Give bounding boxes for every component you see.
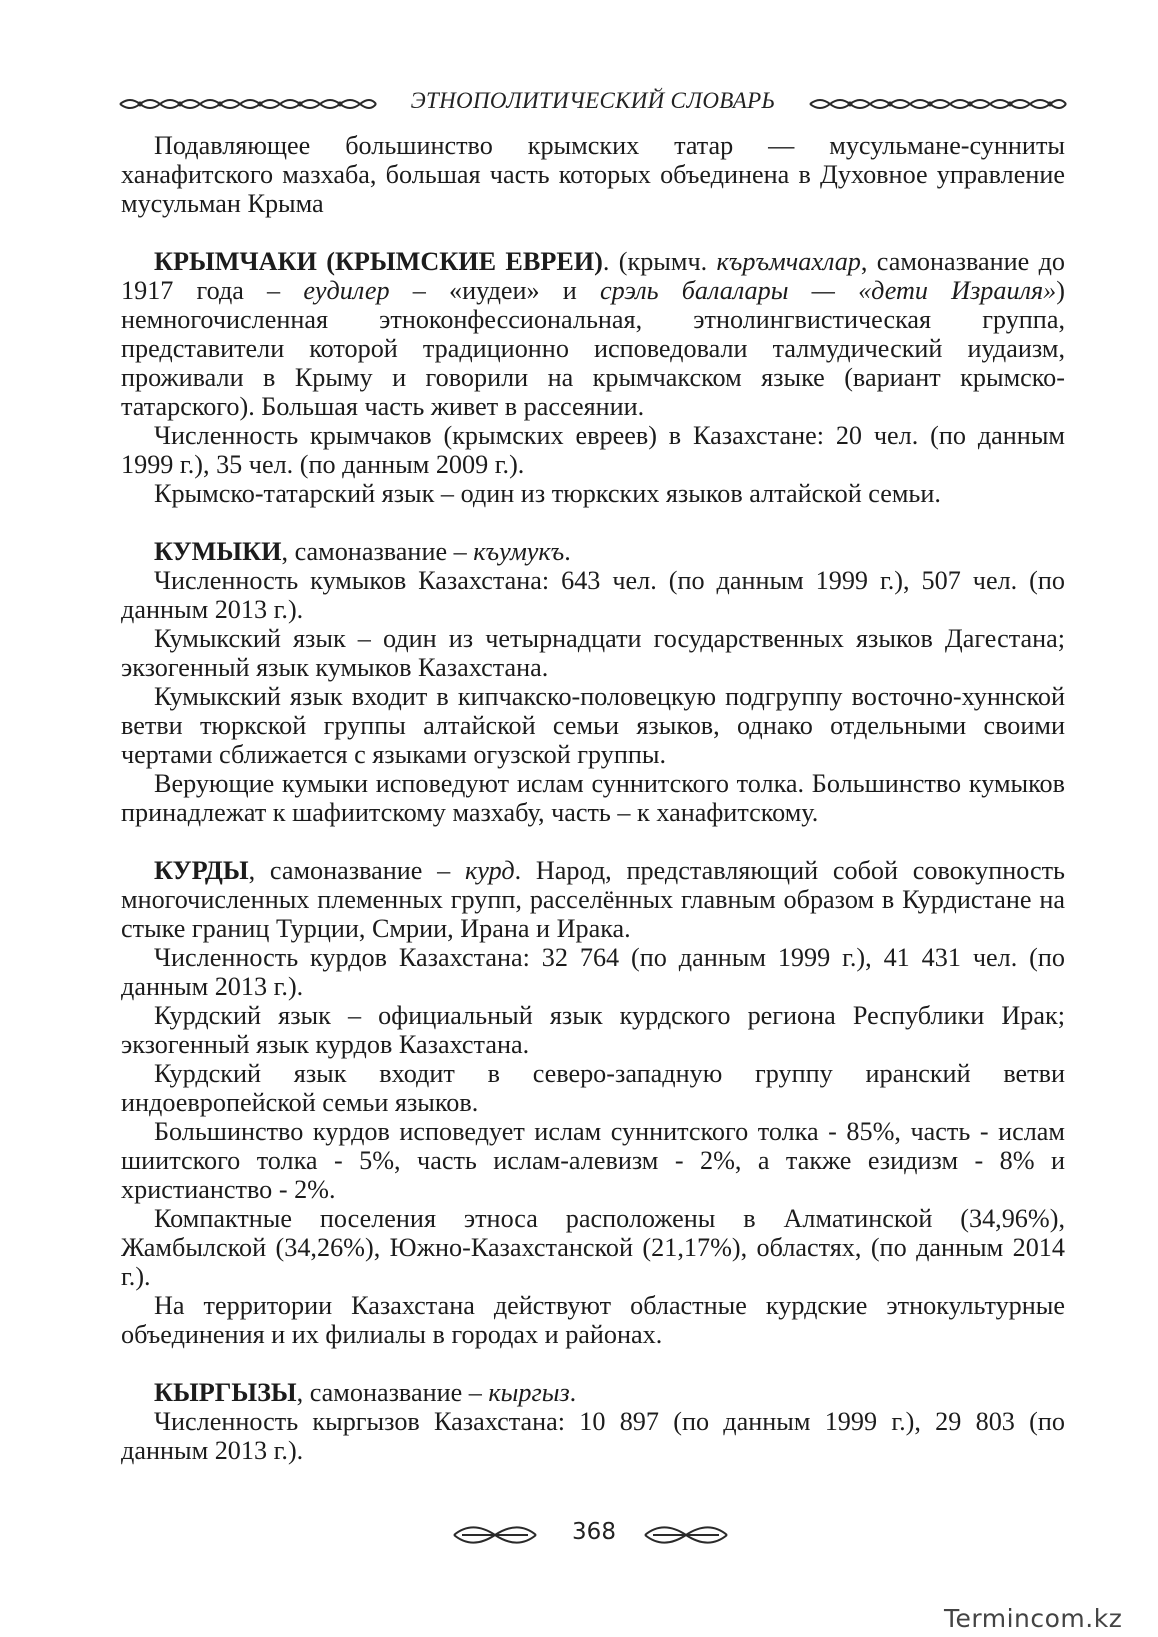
header-title: ЭТНОПОЛИТИЧЕСКИЙ СЛОВАРЬ [410,88,776,113]
ornament-left-icon [118,95,378,113]
paragraph-crimean-tatars-religion: Подавляющее большинство крымских татар — мусульмане-сунниты ханафитского мазхаба, большая часть которых объединена в Духовное управление мусульман Крыма [121,131,1065,218]
running-header [118,88,1068,118]
flourish-right-icon [643,1524,729,1546]
paragraph: На территории Казахстана действуют областные курдские этнокультурные объединения и их филиалы в городах и районах. [121,1291,1065,1349]
paragraph: Курдский язык входит в северо-западную группу иранский ветви индоевропейской семьи языков. [121,1059,1065,1117]
paragraph: Численность кумыков Казахстана: 643 чел. (по данным 1999 г.), 507 чел. (по данным 2013 г.). [121,566,1065,624]
paragraph: Большинство курдов исповедует ислам суннитского толка - 85%, часть - ислам шиитского толка - 5%, часть ислам-алевизм - 2%, а также езидизм - 8% и христианство - 2%. [121,1117,1065,1204]
paragraph: Верующие кумыки исповедуют ислам суннитского толка. Большинство кумыков принадлежат к шафиитскому мазхабу, часть – к ханафитскому. [121,769,1065,827]
entry-term: КУМЫКИ [154,537,282,566]
entry-kumyki: КУМЫКИ, самоназвание – къумукъ. [154,537,571,566]
entry-term: КРЫМЧАКИ (КРЫМСКИЕ ЕВРЕИ) [154,247,603,276]
entry-term: КЫРГЫЗЫ [154,1378,297,1407]
dictionary-body [121,131,1065,1465]
paragraph: Численность кыргызов Казахстана: 10 897 (по данным 1999 г.), 29 803 (по данным 2013 г.). [121,1407,1065,1465]
entry-kyrgyzy: КЫРГЫЗЫ, самоназвание – кыргыз. [154,1378,577,1407]
watermark-logo: Termincom.kz [944,1604,1123,1633]
flourish-left-icon [452,1524,538,1546]
paragraph: Кумыкский язык входит в кипчакско-половецкую подгруппу восточно-хуннской ветви тюркской группы алтайской семьи языков, однако отдельными своими чертами сближается с языками огузской группы. [121,682,1065,769]
paragraph: Компактные поселения этноса расположены в Алматинской (34,96%), Жамбылской (34,26%), Южно-Казахстанской (21,17%), областях, (по данным 2014 г.). [121,1204,1065,1291]
paragraph: Курдский язык – официальный язык курдского региона Республики Ирак; экзогенный язык курдов Казахстана. [121,1001,1065,1059]
ornament-right-icon [808,95,1068,113]
paragraph: Численность курдов Казахстана: 32 764 (по данным 1999 г.), 41 431 чел. (по данным 2013 г.). [121,943,1065,1001]
paragraph: Кумыкский язык – один из четырнадцати государственных языков Дагестана; экзогенный язык кумыков Казахстана. [121,624,1065,682]
entry-kurdy: КУРДЫ, самоназвание – курд. Народ, представляющий собой совокупность многочисленных племенных групп, расселённых главным образом в Курдистане на стыке границ Турции, Смрии, Ирана и Ирака. [121,856,1065,943]
paragraph: Численность крымчаков (крымских евреев) в Казахстане: 20 чел. (по данным 1999 г.), 35 чел. (по данным 2009 г.). [121,421,1065,479]
paragraph: Крымско-татарский язык – один из тюркских языков алтайской семьи. [154,479,941,508]
page-number: 368 [572,1519,616,1545]
entry-krymchaki: КРЫМЧАКИ (КРЫМСКИЕ ЕВРЕИ). (крымч. къръмчахлар, самоназвание до 1917 года – еудилер – «иудеи» и срэль балалары — «дети Израиля») немногочисленная этноконфессиональная, этнолингвистическая группа, представители которой традиционно исповедовали талмудический иудаизм, проживали в Крыму и говорили на крымчакском языке (вариант крымско-татарского). Большая часть живет в рассеянии. [121,247,1066,421]
entry-term: КУРДЫ [154,856,249,885]
page-footer [0,1515,1158,1555]
